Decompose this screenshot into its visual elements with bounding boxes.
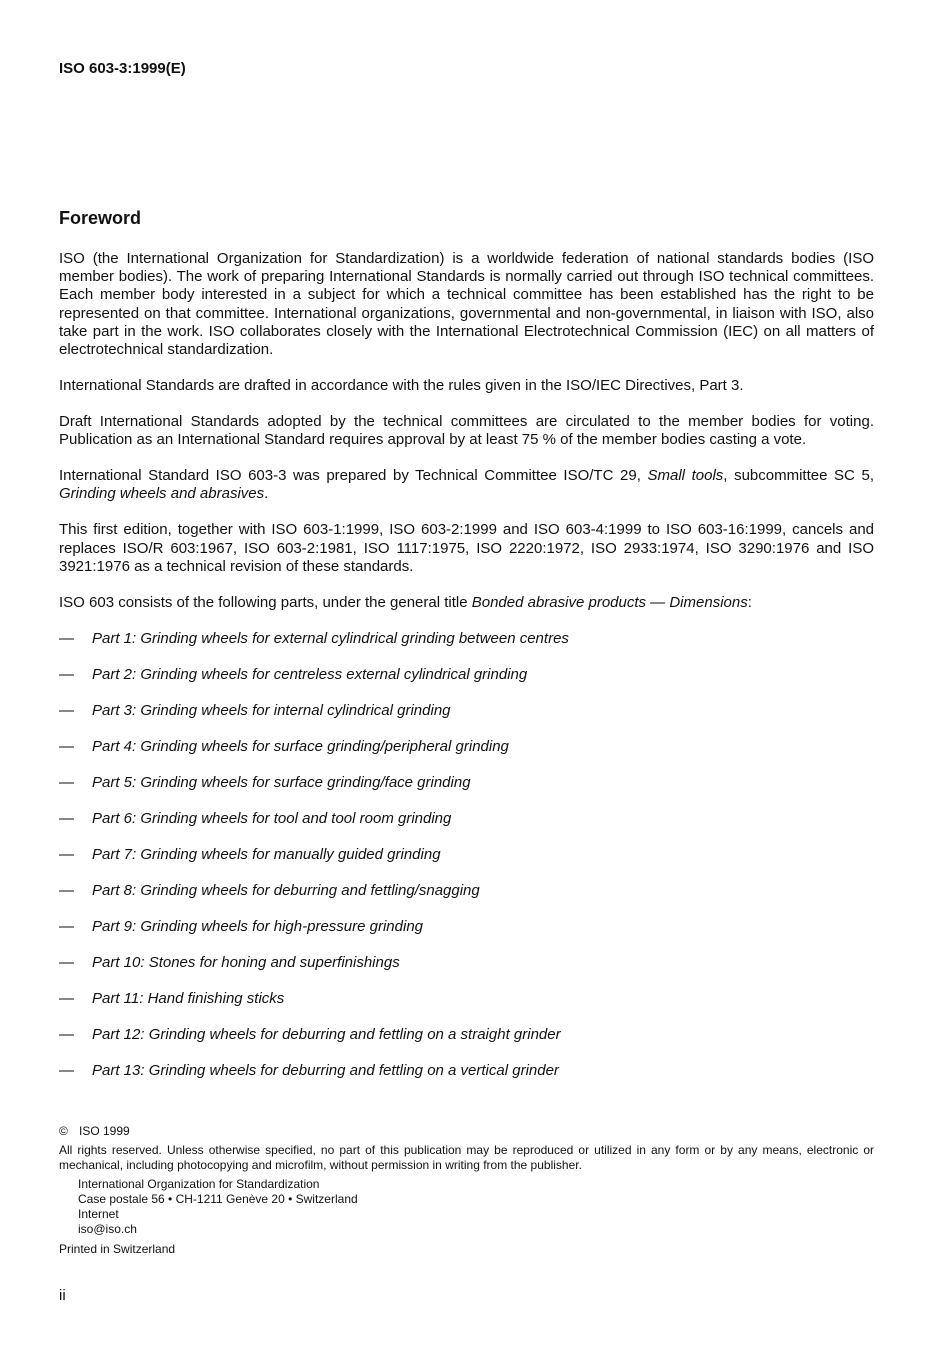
list-item <box>59 1026 874 1044</box>
part-title: Part 7: Grinding wheels for manually guided grinding <box>92 845 441 863</box>
part-title: Part 3: Grinding wheels for internal cylindrical grinding <box>92 701 451 719</box>
dash-bullet: — <box>59 629 74 647</box>
part-title: Part 10: Stones for honing and superfinishings <box>92 953 400 971</box>
dash-bullet: — <box>59 665 74 683</box>
part-title: Part 5: Grinding wheels for surface grinding/face grinding <box>92 773 471 791</box>
paragraph-parts-intro <box>59 594 874 612</box>
copyright-block <box>59 1124 874 1257</box>
list-item <box>59 666 874 684</box>
part-title: Part 8: Grinding wheels for deburring and fettling/snagging <box>92 881 480 899</box>
parts-intro-text: ISO 603 consists of the following parts, under the general title <box>59 593 472 611</box>
dash-bullet: — <box>59 881 74 899</box>
part-title: Part 1: Grinding wheels for external cylindrical grinding between centres <box>92 629 569 647</box>
part-title: Part 6: Grinding wheels for tool and tool room grinding <box>92 809 452 827</box>
copyright-year: ISO 1999 <box>79 1124 130 1138</box>
paragraph-directives: International Standards are drafted in accordance with the rules given in the ISO/IEC Directives, Part 3. <box>59 377 744 395</box>
list-item <box>59 738 874 756</box>
printed-in: Printed in Switzerland <box>59 1242 176 1256</box>
list-item <box>59 702 874 720</box>
dash-bullet: — <box>59 1025 74 1043</box>
dash-bullet: — <box>59 989 74 1007</box>
dash-bullet: — <box>59 953 74 971</box>
internet-email: iso@iso.ch <box>78 1222 137 1236</box>
paragraph-draft-standards: Draft International Standards adopted by the technical committees are circulated to the member bodies for voting. Publication as an International Standard requires approval by at least 75 % of the member bodies casting a vote. <box>59 413 874 449</box>
document-id: ISO 603-3:1999(E) <box>59 60 186 77</box>
list-item <box>59 1062 874 1080</box>
paragraph-prepared-by <box>59 467 874 503</box>
foreword-body <box>59 250 874 1098</box>
list-item <box>59 954 874 972</box>
general-title: Bonded abrasive products — Dimensions <box>471 593 748 611</box>
colon: : <box>747 593 752 611</box>
dash-bullet: — <box>59 1061 74 1079</box>
part-title: Part 4: Grinding wheels for surface grinding/peripheral grinding <box>92 737 509 755</box>
period: . <box>264 485 269 503</box>
list-item <box>59 990 874 1008</box>
paragraph-iso-intro: ISO (the International Organization for Standardization) is a worldwide federation of national standards bodies (ISO member bodies). The work of preparing International Standards is normally carried out through ISO technical committees. Each member body interested in a subject for which a technical committee has been established has the right to be represented on that committee. International organizations, governmental and non-governmental, in liaison with ISO, also take part in the work. ISO collaborates closely with the International Electrotechnical Commission (IEC) on all matters of electrotechnical standardization. <box>59 250 874 359</box>
list-item <box>59 846 874 864</box>
list-item <box>59 882 874 900</box>
document-page <box>59 0 874 1345</box>
copyright-line <box>59 1124 874 1139</box>
dash-bullet: — <box>59 737 74 755</box>
dash-bullet: — <box>59 773 74 791</box>
copyright-symbol: © <box>59 1124 68 1138</box>
parts-list <box>59 630 874 1080</box>
part-title: Part 12: Grinding wheels for deburring and fettling on a straight grinder <box>92 1025 561 1043</box>
internet-label: Internet <box>78 1207 119 1221</box>
dash-bullet: — <box>59 701 74 719</box>
foreword-heading: Foreword <box>59 208 142 228</box>
paragraph-edition: This first edition, together with ISO 603-1:1999, ISO 603-2:1999 and ISO 603-4:1999 to ISO 603-16:1999, cancels and replaces ISO/R 603:1967, ISO 603-2:1981, ISO 1117:1975, ISO 2220:1972, ISO 2933:1974, ISO 3290:1976 and ISO 3921:1976 as a technical revision of these standards. <box>59 521 874 575</box>
list-item <box>59 810 874 828</box>
organization-name: International Organization for Standardization <box>78 1177 320 1191</box>
internet-line <box>78 1207 874 1237</box>
dash-bullet: — <box>59 845 74 863</box>
subcommittee-title: Grinding wheels and abrasives <box>59 485 265 503</box>
part-title: Part 9: Grinding wheels for high-pressure grinding <box>92 917 424 935</box>
part-title: Part 13: Grinding wheels for deburring and fettling on a vertical grinder <box>92 1061 559 1079</box>
postal-address: Case postale 56 • CH-1211 Genève 20 • Switzerland <box>78 1192 358 1206</box>
part-title: Part 11: Hand finishing sticks <box>92 989 285 1007</box>
small-tools-title: Small tools <box>647 467 724 485</box>
part-title: Part 2: Grinding wheels for centreless external cylindrical grinding <box>92 665 528 683</box>
page-number: ii <box>59 1287 66 1304</box>
rights-statement: All rights reserved. Unless otherwise specified, no part of this publication may be reproduced or utilized in any form or by any means, electronic or mechanical, including photocopying and microfilm, without permission in writing from the publisher. <box>59 1143 874 1172</box>
list-item <box>59 774 874 792</box>
dash-bullet: — <box>59 809 74 827</box>
publisher-address <box>59 1177 874 1237</box>
dash-bullet: — <box>59 917 74 935</box>
prepared-by-text: International Standard ISO 603-3 was prepared by Technical Committee ISO/TC 29, <box>59 467 648 485</box>
list-item <box>59 918 874 936</box>
subcommittee-text: , subcommittee SC 5, <box>723 467 874 485</box>
list-item <box>59 630 874 648</box>
